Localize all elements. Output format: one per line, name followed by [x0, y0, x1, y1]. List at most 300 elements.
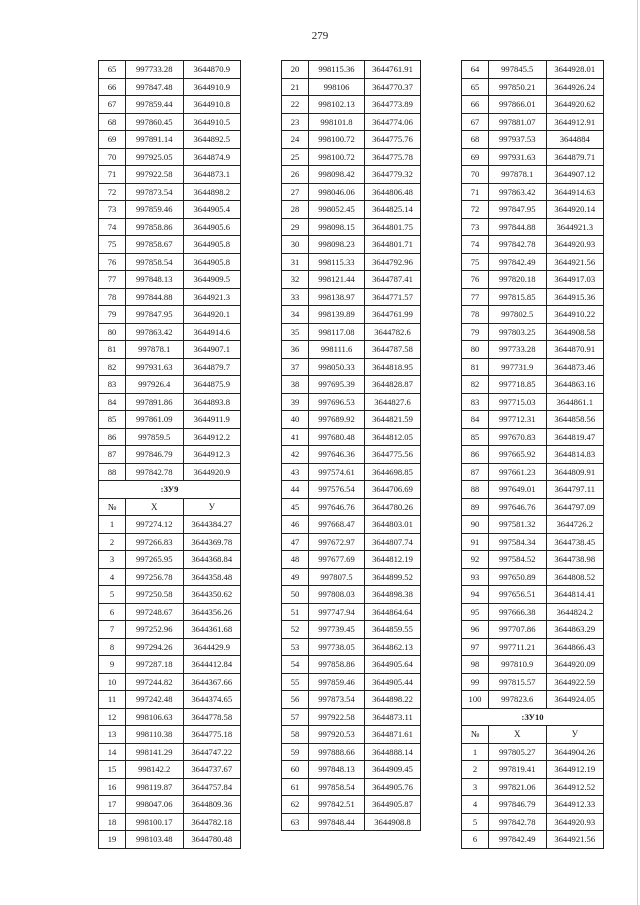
table-cell: 6 [99, 603, 126, 621]
table-cell: 997920.53 [309, 726, 365, 744]
table-cell: 76 [462, 271, 489, 289]
table-cell: 998050.33 [309, 358, 365, 376]
table-cell: 997711.21 [489, 638, 547, 656]
table-cell: 3644910.9 [183, 78, 241, 96]
table-row [282, 61, 421, 79]
table-cell: 3644899.52 [365, 568, 421, 586]
table-row [99, 568, 241, 586]
table-row [99, 61, 241, 79]
table-cell: 17 [99, 796, 126, 814]
table-cell: 3644911.9 [183, 411, 241, 429]
table-cell: 37 [282, 358, 309, 376]
table-cell: 90 [462, 516, 489, 534]
table-cell: 997859.46 [309, 673, 365, 691]
table-row [99, 376, 241, 394]
table-cell: 68 [462, 131, 489, 149]
table-cell: 3644905.64 [365, 656, 421, 674]
table-cell: 997842.51 [309, 796, 365, 814]
table-row [99, 586, 241, 604]
table-row [462, 481, 604, 499]
table-cell: 3644818.95 [365, 358, 421, 376]
table-cell: 83 [99, 376, 126, 394]
table-cell: 997244.82 [126, 673, 184, 691]
table-cell: 3644920.1 [183, 306, 241, 324]
table-cell: 998117.08 [309, 323, 365, 341]
table-row [462, 656, 604, 674]
table-cell: 3644814.83 [546, 446, 604, 464]
table-row [462, 428, 604, 446]
page-number: 279 [311, 30, 329, 42]
table-row [282, 96, 421, 114]
table-row [99, 253, 241, 271]
table-row [282, 533, 421, 551]
table-cell: 997861.09 [126, 411, 184, 429]
table-cell: 3644828.87 [365, 376, 421, 394]
table-row [99, 271, 241, 289]
table-cell: 997666.38 [489, 603, 547, 621]
table-cell: 3644773.89 [365, 96, 421, 114]
table-row [462, 131, 604, 149]
table-cell: 44 [282, 481, 309, 499]
table-row [462, 61, 604, 79]
table-cell: 74 [462, 236, 489, 254]
table-row [462, 253, 604, 271]
table-cell: 3644908.8 [365, 813, 421, 831]
table-cell: 5 [462, 813, 489, 831]
table-cell: 26 [282, 166, 309, 184]
table-row [99, 113, 241, 131]
section-title: :ЗУ10 [462, 708, 604, 726]
table-cell: 3644893.8 [183, 393, 241, 411]
table-row [462, 603, 604, 621]
table-cell: 3644924.05 [546, 691, 604, 709]
table-cell: 3644369.78 [183, 533, 241, 551]
table-cell: 3644809.91 [546, 463, 604, 481]
table-cell: 27 [282, 183, 309, 201]
table-cell: 62 [282, 796, 309, 814]
table-cell: 997847.95 [489, 201, 547, 219]
table-row [99, 743, 241, 761]
table-row [99, 411, 241, 429]
table-cell: 997842.49 [489, 831, 547, 849]
table-cell: 3644866.43 [546, 638, 604, 656]
table-row [282, 656, 421, 674]
table-cell: 997256.78 [126, 568, 184, 586]
table-cell: 997646.76 [489, 498, 547, 516]
table-cell: 997858.54 [126, 253, 184, 271]
table-row [462, 638, 604, 656]
table-cell: 997815.57 [489, 673, 547, 691]
table-cell: 997715.03 [489, 393, 547, 411]
table-cell: 998101.8 [309, 113, 365, 131]
table-cell: 3644774.06 [365, 113, 421, 131]
table-cell: 997670.83 [489, 428, 547, 446]
table-cell: 78 [99, 288, 126, 306]
table-row [99, 656, 241, 674]
table-cell: 997819.41 [489, 761, 547, 779]
table-cell: 3644747.22 [183, 743, 241, 761]
table-cell: 20 [282, 61, 309, 79]
coordinates-table-middle [281, 60, 421, 831]
table-cell: 3644374.65 [183, 691, 241, 709]
table-cell: 10 [99, 673, 126, 691]
table-cell: 3 [462, 778, 489, 796]
table-cell: 61 [282, 778, 309, 796]
table-cell: 25 [282, 148, 309, 166]
table-cell: 3644806.48 [365, 183, 421, 201]
table-cell: 3644920.14 [546, 201, 604, 219]
table-cell: 3644862.13 [365, 638, 421, 656]
table-row [282, 463, 421, 481]
table-cell: 3644809.36 [183, 796, 241, 814]
table-row [282, 341, 421, 359]
column-header: № [99, 498, 126, 516]
table-row [282, 813, 421, 831]
table-row [282, 113, 421, 131]
table-row [282, 796, 421, 814]
table-cell: 998115.36 [309, 61, 365, 79]
table-row [282, 603, 421, 621]
table-row [282, 183, 421, 201]
table-cell: 3644780.48 [183, 831, 241, 849]
table-cell: 997845.5 [489, 61, 547, 79]
table-cell: 997891.14 [126, 131, 184, 149]
table-cell: 997863.42 [489, 183, 547, 201]
table-cell: 42 [282, 446, 309, 464]
table-cell: 70 [462, 166, 489, 184]
table-cell: 997810.9 [489, 656, 547, 674]
table-cell: 3644905.6 [183, 218, 241, 236]
table-cell: 998106 [309, 78, 365, 96]
column-header: X [126, 498, 184, 516]
table-row [462, 463, 604, 481]
table-cell: 3644920.93 [546, 813, 604, 831]
table-cell: 3644775.18 [183, 726, 241, 744]
table-cell: 3644812.05 [365, 428, 421, 446]
table-cell: 997661.23 [489, 463, 547, 481]
table-row [99, 306, 241, 324]
table-cell: 51 [282, 603, 309, 621]
table-cell: 3644757.84 [183, 778, 241, 796]
table-cell: 3644863.29 [546, 621, 604, 639]
table-cell: 3644780.26 [365, 498, 421, 516]
table-cell: 997656.51 [489, 586, 547, 604]
table-row [99, 778, 241, 796]
table-cell: 997739.45 [309, 621, 365, 639]
table-cell: 4 [99, 568, 126, 586]
table-cell: 3644807.74 [365, 533, 421, 551]
table-cell: 3644367.66 [183, 673, 241, 691]
table-cell: 998098.23 [309, 236, 365, 254]
table-cell: 6 [462, 831, 489, 849]
table-cell: 71 [462, 183, 489, 201]
table-cell: 3644782.6 [365, 323, 421, 341]
table-cell: 3644873.1 [183, 166, 241, 184]
table-row [99, 96, 241, 114]
table-cell: 78 [462, 306, 489, 324]
table-cell: 81 [462, 358, 489, 376]
table-cell: 3644801.71 [365, 236, 421, 254]
table-cell: 69 [99, 131, 126, 149]
table-cell: 997266.83 [126, 533, 184, 551]
table-row [462, 568, 604, 586]
table-cell: 3644910.8 [183, 96, 241, 114]
table-cell: 48 [282, 551, 309, 569]
table-cell: 997668.47 [309, 516, 365, 534]
table-cell: 3644920.09 [546, 656, 604, 674]
table-cell: 3644775.76 [365, 131, 421, 149]
table-cell: 3644782.18 [183, 813, 241, 831]
table-cell: 998098.42 [309, 166, 365, 184]
table-cell: 997821.06 [489, 778, 547, 796]
table-cell: 34 [282, 306, 309, 324]
table-cell: 3644907.12 [546, 166, 604, 184]
table-cell: 997803.25 [489, 323, 547, 341]
table-cell: 81 [99, 341, 126, 359]
table-row [462, 236, 604, 254]
table-cell: 7 [99, 621, 126, 639]
table-cell: 85 [99, 411, 126, 429]
table-cell: 19 [99, 831, 126, 849]
table-cell: 3644412.84 [183, 656, 241, 674]
table-cell: 3644921.56 [546, 831, 604, 849]
table-row [282, 708, 421, 726]
table-row [282, 253, 421, 271]
table-cell: 997665.92 [489, 446, 547, 464]
table-cell: 3644771.57 [365, 288, 421, 306]
table-cell: 84 [99, 393, 126, 411]
table-cell: 997878.1 [126, 341, 184, 359]
table-cell: 997274.12 [126, 516, 184, 534]
table-cell: 998141.29 [126, 743, 184, 761]
table-cell: 3644904.26 [546, 743, 604, 761]
table-cell: 72 [99, 183, 126, 201]
table-cell: 80 [462, 341, 489, 359]
table-cell: 86 [99, 428, 126, 446]
table-cell: 99 [462, 673, 489, 691]
table-cell: 3644905.76 [365, 778, 421, 796]
column-header: № [462, 726, 489, 744]
table-row [462, 218, 604, 236]
table-cell: 997650.89 [489, 568, 547, 586]
table-cell: 3644879.71 [546, 148, 604, 166]
table-cell: 73 [99, 201, 126, 219]
table-row [99, 358, 241, 376]
table-row [462, 778, 604, 796]
table-cell: 38 [282, 376, 309, 394]
table-cell: 16 [99, 778, 126, 796]
table-cell: 997294.26 [126, 638, 184, 656]
table-cell: 997802.5 [489, 306, 547, 324]
table-cell: 3644922.59 [546, 673, 604, 691]
table-cell: 997922.58 [309, 708, 365, 726]
table-row [462, 271, 604, 289]
table-row [99, 551, 241, 569]
table-cell: 3644825.14 [365, 201, 421, 219]
table-cell: 3644858.56 [546, 411, 604, 429]
table-row [282, 218, 421, 236]
table-row [462, 831, 604, 849]
table-row [282, 621, 421, 639]
table-row [99, 796, 241, 814]
table-cell: 3644920.62 [546, 96, 604, 114]
table-cell: 70 [99, 148, 126, 166]
page-edge-line [637, 0, 638, 905]
table-cell: 3644368.84 [183, 551, 241, 569]
table-row [462, 516, 604, 534]
table-cell: 41 [282, 428, 309, 446]
table-cell: 3644827.6 [365, 393, 421, 411]
table-cell: 54 [282, 656, 309, 674]
table-row [282, 201, 421, 219]
table-row [99, 638, 241, 656]
table-cell: 3644797.09 [546, 498, 604, 516]
table-row [99, 761, 241, 779]
table-row [282, 166, 421, 184]
table-cell: 3644787.58 [365, 341, 421, 359]
table-cell: 3644358.48 [183, 568, 241, 586]
table-cell: 997848.13 [126, 271, 184, 289]
table-cell: 3644778.58 [183, 708, 241, 726]
table-row [282, 446, 421, 464]
table-cell: 997846.79 [126, 446, 184, 464]
table-cell: 3644928.01 [546, 61, 604, 79]
table-cell: 3644803.01 [365, 516, 421, 534]
table-cell: 50 [282, 586, 309, 604]
table-cell: 3644898.38 [365, 586, 421, 604]
table-cell: 997859.5 [126, 428, 184, 446]
table-row [462, 743, 604, 761]
table-row [282, 778, 421, 796]
table-cell: 997866.01 [489, 96, 547, 114]
table-cell: 997695.39 [309, 376, 365, 394]
table-row [99, 201, 241, 219]
table-cell: 998115.33 [309, 253, 365, 271]
table-cell: 3644770.37 [365, 78, 421, 96]
table-cell: 64 [462, 61, 489, 79]
table-row [282, 761, 421, 779]
table-cell: 997844.88 [489, 218, 547, 236]
table-cell: 93 [462, 568, 489, 586]
table-cell: 75 [462, 253, 489, 271]
table-cell: 3644808.52 [546, 568, 604, 586]
table-cell: 997738.05 [309, 638, 365, 656]
table-cell: 3644908.58 [546, 323, 604, 341]
table-cell: 67 [462, 113, 489, 131]
table-row [462, 691, 604, 709]
table-row [282, 376, 421, 394]
table-row [462, 498, 604, 516]
table-row [282, 288, 421, 306]
table-cell: 3644914.63 [546, 183, 604, 201]
table-cell: 98 [462, 656, 489, 674]
table-row [99, 323, 241, 341]
table-cell: 3644921.56 [546, 253, 604, 271]
table-row [462, 533, 604, 551]
table-cell: 3644761.99 [365, 306, 421, 324]
table-cell: 36 [282, 341, 309, 359]
table-cell: 89 [462, 498, 489, 516]
table-cell: 94 [462, 586, 489, 604]
table-cell: 998046.06 [309, 183, 365, 201]
section-title-row [99, 481, 241, 499]
table-cell: 998100.72 [309, 131, 365, 149]
table-cell: 997805.27 [489, 743, 547, 761]
table-cell: 15 [99, 761, 126, 779]
table-cell: 997712.31 [489, 411, 547, 429]
table-row [99, 831, 241, 849]
table-cell: 87 [462, 463, 489, 481]
table-cell: 77 [462, 288, 489, 306]
table-cell: 997248.67 [126, 603, 184, 621]
table-cell: 3644775.56 [365, 446, 421, 464]
table-row [282, 568, 421, 586]
table-cell: 45 [282, 498, 309, 516]
table-cell: 3644870.91 [546, 341, 604, 359]
table-cell: 998111.6 [309, 341, 365, 359]
table-cell: 997680.48 [309, 428, 365, 446]
table-cell: 2 [99, 533, 126, 551]
table-row [462, 586, 604, 604]
table-cell: 997807.5 [309, 568, 365, 586]
table-cell: 997718.85 [489, 376, 547, 394]
table-cell: 14 [99, 743, 126, 761]
table-cell: 997937.53 [489, 131, 547, 149]
table-cell: 3644792.96 [365, 253, 421, 271]
table-cell: 33 [282, 288, 309, 306]
table-cell: 997926.4 [126, 376, 184, 394]
table-cell: 3644738.98 [546, 551, 604, 569]
table-row [282, 411, 421, 429]
table-cell: 997842.78 [126, 463, 184, 481]
table-cell: 3644361.68 [183, 621, 241, 639]
table-cell: 3644706.69 [365, 481, 421, 499]
table-cell: 3644824.2 [546, 603, 604, 621]
table-cell: 68 [99, 113, 126, 131]
table-row [282, 638, 421, 656]
table-cell: 3644905.8 [183, 236, 241, 254]
table-cell: 3644917.03 [546, 271, 604, 289]
table-cell: 53 [282, 638, 309, 656]
table-cell: 3644861.1 [546, 393, 604, 411]
table-cell: 997858.86 [309, 656, 365, 674]
table-row [282, 691, 421, 709]
table-row [462, 288, 604, 306]
table-row [99, 148, 241, 166]
table-cell: 998106.63 [126, 708, 184, 726]
table-cell: 96 [462, 621, 489, 639]
table-cell: 95 [462, 603, 489, 621]
table-cell: 11 [99, 691, 126, 709]
table-cell: 49 [282, 568, 309, 586]
table-row [462, 183, 604, 201]
table-cell: 997731.9 [489, 358, 547, 376]
table-cell: 3644871.61 [365, 726, 421, 744]
table-row [99, 708, 241, 726]
table-cell: 22 [282, 96, 309, 114]
table-cell: 997707.86 [489, 621, 547, 639]
table-row [282, 131, 421, 149]
table-cell: 3644921.3 [546, 218, 604, 236]
table-cell: 3644874.9 [183, 148, 241, 166]
table-row [462, 166, 604, 184]
table-cell: 3644429.9 [183, 638, 241, 656]
table-cell: 18 [99, 813, 126, 831]
table-cell: 3644926.24 [546, 78, 604, 96]
table-row [282, 481, 421, 499]
table-row [99, 673, 241, 691]
table-cell: 57 [282, 708, 309, 726]
